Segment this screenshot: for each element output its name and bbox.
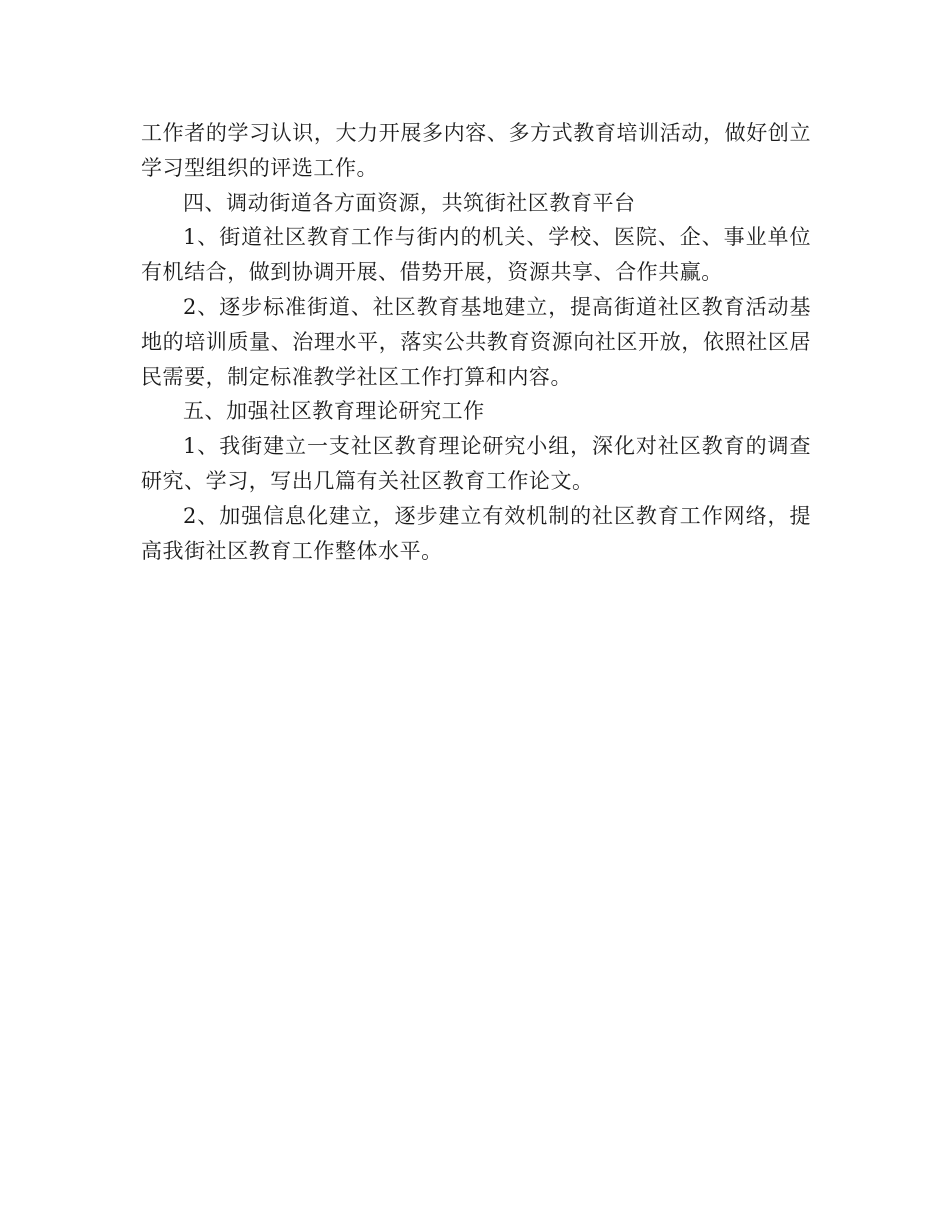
section-heading-five: 五、加强社区教育理论研究工作 [183,399,485,424]
paragraph-item-4-2: 2、逐步标准街道、社区教育基地建立，提高街道社区教育活动基地的培训质量、治理水平，落实公共教育资源向社区开放，依照社区居民需要，制定标准教学社区工作打算和内容。 [141,294,811,389]
paragraph-item-4-1: 1、街道社区教育工作与街内的机关、学校、医院、企、事业单位有机结合，做到协调开展、借势开展，资源共享、合作共赢。 [141,225,811,285]
document-page [141,116,811,568]
paragraph-item-5-1: 1、我街建立一支社区教育理论研究小组，深化对社区教育的调查研究、学习，写出几篇有关社区教育工作论文。 [141,434,811,493]
section-heading-four: 四、调动街道各方面资源，共筑街社区教育平台 [183,190,636,215]
paragraph-continuation: 工作者的学习认识，大力开展多内容、多方式教育培训活动，做好创立学习型组织的评选工作。 [141,121,811,180]
paragraph-item-5-2: 2、加强信息化建立，逐步建立有效机制的社区教育工作网络，提高我街社区教育工作整体水平。 [141,503,811,563]
